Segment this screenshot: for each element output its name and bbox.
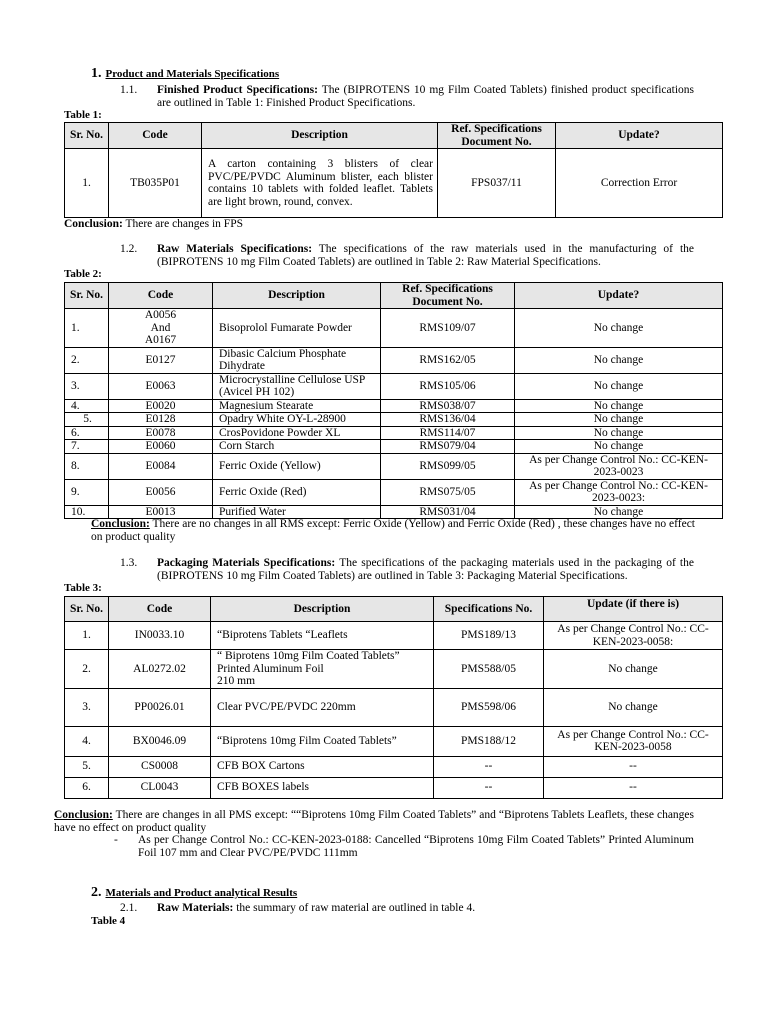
cell-code: CL0043 <box>109 777 211 798</box>
cell-ref-spec: RMS114/07 <box>381 426 515 440</box>
subsection-text: The specifications of the raw materials used in the manufacturing of the (BIPROTENS 10 mg Film Coated Tablets) are outlined in Table 2: Raw Material Specifications. <box>157 243 694 268</box>
subsection-number: 2.1. <box>120 902 138 914</box>
conclusion-text: There are changes in FPS <box>125 218 243 230</box>
subsection-1-3 <box>120 557 694 583</box>
subsection-text: The specifications of the packaging materials used in the packaging of the (BIPROTENS 10 mg Film Coated Tablets) are outlined in Table 3: Packaging Material Specifications. <box>157 557 694 582</box>
table-row <box>65 622 723 650</box>
cell-code: E0078 <box>109 426 213 440</box>
table-1-label: Table 1: <box>64 109 102 121</box>
cell-ref-spec: -- <box>434 777 544 798</box>
cell-ref-spec: RMS031/04 <box>381 505 515 519</box>
cell-ref-spec: PMS188/12 <box>434 726 544 756</box>
cell-update: -- <box>544 756 723 777</box>
cell-update: As per Change Control No.: CC-KEN-2023-0058 <box>544 726 723 756</box>
table-row <box>65 777 723 798</box>
table-3-header-row <box>65 597 723 622</box>
table-3-conclusion <box>54 809 694 835</box>
table-row <box>65 347 723 373</box>
header-code: Code <box>109 597 211 622</box>
cell-description: A carton containing 3 blisters of clear PVC/PE/PVDC Aluminum blister, each blister contains 10 tablets with folded leaflet. Tablets are light brown, round, convex. <box>202 149 438 218</box>
subsection-number: 1.1. <box>120 84 138 96</box>
cell-description: “Biprotens 10mg Film Coated Tablets” <box>211 726 434 756</box>
cell-update: Correction Error <box>556 149 723 218</box>
cell-ref-spec: RMS136/04 <box>381 413 515 427</box>
cell-update: No change <box>515 426 723 440</box>
cell-ref-spec: PMS588/05 <box>434 650 544 689</box>
header-ref-spec: Ref. Specifications Document No. <box>381 283 515 309</box>
table-4-label: Table 4 <box>91 915 126 927</box>
cell-code: E0020 <box>109 399 213 413</box>
cell-ref-spec: RMS079/04 <box>381 440 515 454</box>
cell-code: E0084 <box>109 453 213 479</box>
subsection-number: 1.3. <box>120 557 138 569</box>
cell-update: No change <box>515 505 723 519</box>
table-row <box>65 650 723 689</box>
bullet-text: As per Change Control No.: CC-KEN-2023-0188: Cancelled “Biprotens 10mg Film Coated Tablets” Printed Aluminum Foil 107 mm and Clear PVC/PE/PVDC 111mm <box>138 834 694 859</box>
subsection-label: Finished Product Specifications: <box>157 84 318 96</box>
header-code: Code <box>109 283 213 309</box>
table-2-header-row <box>65 283 723 309</box>
cell-update: No change <box>515 440 723 454</box>
table-row <box>65 413 723 427</box>
table-2-conclusion <box>91 518 695 544</box>
cell-code: CS0008 <box>109 756 211 777</box>
cell-sr-no: 1. <box>65 622 109 650</box>
cell-description: Purified Water <box>213 505 381 519</box>
section-number: 2. <box>91 885 102 900</box>
table-1-header-row <box>65 123 723 149</box>
cell-ref-spec: RMS075/05 <box>381 479 515 505</box>
cell-ref-spec: RMS105/06 <box>381 373 515 399</box>
subsection-label: Raw Materials Specifications: <box>157 243 313 255</box>
header-description: Description <box>213 283 381 309</box>
header-spec-no: Specifications No. <box>434 597 544 622</box>
conclusion-label: Conclusion: <box>54 809 113 821</box>
header-update: Update? <box>556 123 723 149</box>
cell-sr-no: 7. <box>65 440 109 454</box>
cell-update: As per Change Control No.: CC-KEN-2023-0023 <box>515 453 723 479</box>
cell-sr-no: 8. <box>65 453 109 479</box>
cell-update: No change <box>515 347 723 373</box>
conclusion-text: There are no changes in all RMS except: Ferric Oxide (Yellow) and Ferric Oxide (Red) , these changes have no effect on product quality <box>91 518 695 543</box>
cell-sr-no: 5. <box>65 756 109 777</box>
cell-ref-spec: RMS162/05 <box>381 347 515 373</box>
cell-code: E0013 <box>109 505 213 519</box>
header-description: Description <box>211 597 434 622</box>
header-update: Update? <box>515 283 723 309</box>
cell-description: Microcrystalline Cellulose USP (Avicel PH 102) <box>213 373 381 399</box>
cell-code: E0060 <box>109 440 213 454</box>
table-row <box>65 399 723 413</box>
table-row <box>65 505 723 519</box>
section-number: 1. <box>91 66 102 81</box>
header-code: Code <box>109 123 202 149</box>
table-row <box>65 426 723 440</box>
cell-description: Opadry White OY-L-28900 <box>213 413 381 427</box>
change-control-bullet <box>114 834 694 860</box>
subsection-number: 1.2. <box>120 243 138 255</box>
table-row <box>65 373 723 399</box>
table-1 <box>64 122 723 218</box>
conclusion-label: Conclusion: <box>91 518 150 530</box>
cell-ref-spec: PMS598/06 <box>434 688 544 726</box>
cell-update: No change <box>544 650 723 689</box>
cell-ref-spec: PMS189/13 <box>434 622 544 650</box>
cell-sr-no: 2. <box>65 650 109 689</box>
cell-update: No change <box>515 373 723 399</box>
conclusion-text: There are changes in all PMS except: ““Biprotens 10mg Film Coated Tablets” and “Biprotens Tablets Leaflets, these changes have no effect on product quality <box>54 809 694 834</box>
table-row <box>65 479 723 505</box>
cell-description: CrosPovidone Powder XL <box>213 426 381 440</box>
cell-code: E0128 <box>109 413 213 427</box>
header-update: Update (if there is) <box>544 597 723 622</box>
header-ref-spec: Ref. Specifications Document No. <box>438 123 556 149</box>
cell-sr-no: 10. <box>65 505 109 519</box>
table-1-conclusion <box>64 218 243 230</box>
table-row <box>65 309 723 348</box>
subsection-1-1 <box>120 84 694 110</box>
table-row <box>65 149 723 218</box>
cell-ref-spec: RMS099/05 <box>381 453 515 479</box>
cell-ref-spec: FPS037/11 <box>438 149 556 218</box>
cell-sr-no: 3. <box>65 373 109 399</box>
table-row <box>65 688 723 726</box>
cell-sr-no: 4. <box>65 399 109 413</box>
cell-description: Magnesium Stearate <box>213 399 381 413</box>
cell-ref-spec: RMS109/07 <box>381 309 515 348</box>
bullet-dash: - <box>114 834 118 846</box>
cell-update: As per Change Control No.: CC-KEN-2023-0023: <box>515 479 723 505</box>
cell-ref-spec: -- <box>434 756 544 777</box>
cell-update: -- <box>544 777 723 798</box>
section-2-heading <box>91 885 297 901</box>
cell-sr-no: 2. <box>65 347 109 373</box>
cell-description: Corn Starch <box>213 440 381 454</box>
cell-description: “ Biprotens 10mg Film Coated Tablets” Printed Aluminum Foil 210 mm <box>211 650 434 689</box>
subsection-text: The (BIPROTENS 10 mg Film Coated Tablets) finished product specifications are outlined in Table 1: Finished Product Specifications. <box>157 84 695 109</box>
section-1-heading <box>91 66 279 82</box>
table-3-label: Table 3: <box>64 582 102 594</box>
subsection-text: the summary of raw material are outlined in table 4. <box>236 902 476 914</box>
table-row <box>65 440 723 454</box>
subsection-2-1 <box>120 902 476 914</box>
subsection-label: Raw Materials: <box>157 902 234 914</box>
header-description: Description <box>202 123 438 149</box>
cell-sr-no: 9. <box>65 479 109 505</box>
table-2 <box>64 282 723 519</box>
cell-description: “Biprotens Tablets “Leaflets <box>211 622 434 650</box>
cell-description: Dibasic Calcium Phosphate Dihydrate <box>213 347 381 373</box>
section-title: Materials and Product analytical Results <box>105 887 298 899</box>
cell-sr-no: 1. <box>65 149 109 218</box>
cell-code: E0127 <box>109 347 213 373</box>
cell-code: E0056 <box>109 479 213 505</box>
cell-update: No change <box>515 309 723 348</box>
cell-description: CFB BOXES labels <box>211 777 434 798</box>
cell-code: PP0026.01 <box>109 688 211 726</box>
cell-ref-spec: RMS038/07 <box>381 399 515 413</box>
cell-description: CFB BOX Cartons <box>211 756 434 777</box>
cell-sr-no: 1. <box>65 309 109 348</box>
table-row <box>65 726 723 756</box>
cell-update: No change <box>515 399 723 413</box>
conclusion-label: Conclusion: <box>64 218 123 230</box>
cell-code: BX0046.09 <box>109 726 211 756</box>
cell-code: AL0272.02 <box>109 650 211 689</box>
table-2-label: Table 2: <box>64 268 102 280</box>
header-sr-no: Sr. No. <box>65 597 109 622</box>
header-sr-no: Sr. No. <box>65 123 109 149</box>
cell-sr-no: 4. <box>65 726 109 756</box>
cell-description: Ferric Oxide (Yellow) <box>213 453 381 479</box>
cell-update: No change <box>544 688 723 726</box>
cell-description: Bisoprolol Fumarate Powder <box>213 309 381 348</box>
cell-code: A0056 And A0167 <box>109 309 213 348</box>
cell-sr-no: 6. <box>65 777 109 798</box>
cell-code: E0063 <box>109 373 213 399</box>
cell-sr-no: 6. <box>65 426 109 440</box>
cell-description: Clear PVC/PE/PVDC 220mm <box>211 688 434 726</box>
table-row <box>65 756 723 777</box>
table-3 <box>64 596 723 799</box>
cell-update: As per Change Control No.: CC-KEN-2023-0058: <box>544 622 723 650</box>
subsection-1-2 <box>120 243 694 269</box>
section-title: Product and Materials Specifications <box>105 68 280 80</box>
cell-update: No change <box>515 413 723 427</box>
cell-sr-no: 3. <box>65 688 109 726</box>
table-row <box>65 453 723 479</box>
cell-code: IN0033.10 <box>109 622 211 650</box>
cell-sr-no: 5. <box>65 413 109 427</box>
subsection-label: Packaging Materials Specifications: <box>157 557 336 569</box>
cell-code: TB035P01 <box>109 149 202 218</box>
header-sr-no: Sr. No. <box>65 283 109 309</box>
cell-description: Ferric Oxide (Red) <box>213 479 381 505</box>
